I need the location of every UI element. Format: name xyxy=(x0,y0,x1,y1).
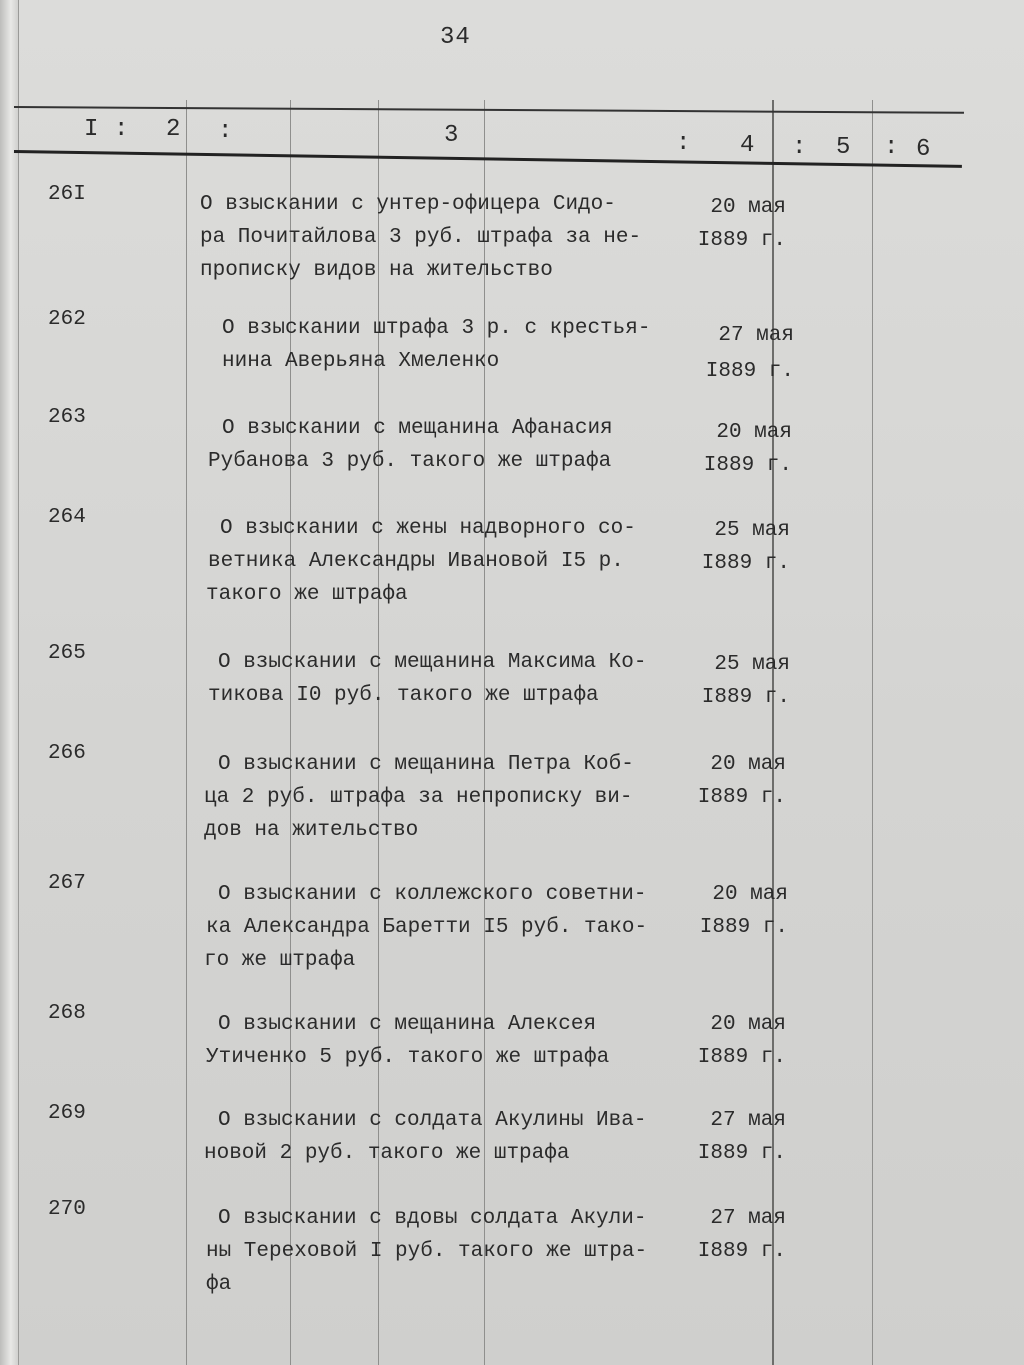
description-line: такого же штрафа xyxy=(206,583,408,606)
description-line: тикова I0 руб. такого же штрафа xyxy=(208,684,599,707)
description-line: О взыскании с жены надворного со- xyxy=(220,517,636,540)
date-day: 27 мая xyxy=(710,1207,786,1230)
date-year: I889 г. xyxy=(703,454,792,477)
description-line: го же штрафа xyxy=(204,949,356,972)
date-year: I889 г. xyxy=(697,1240,786,1263)
description-line: О взыскании штрафа 3 р. с крестья- xyxy=(222,317,651,340)
date-day: 20 мая xyxy=(716,421,792,444)
date-day: 20 мая xyxy=(712,883,788,906)
entry-date xyxy=(676,1202,786,1268)
date-day: 27 мая xyxy=(710,1109,786,1132)
date-day: 20 мая xyxy=(710,753,786,776)
entry-number: 267 xyxy=(48,872,86,895)
description-line: О взыскании с мещанина Максима Ко- xyxy=(218,651,647,674)
entry-date xyxy=(678,878,788,944)
column-separator: : xyxy=(114,116,129,143)
column-header-6: 6 xyxy=(916,136,931,163)
description-line: О взыскании с мещанина Петра Коб- xyxy=(218,753,634,776)
date-day: 27 мая xyxy=(718,324,794,347)
description-line: прописку видов на жительство xyxy=(200,259,553,282)
date-year: I889 г. xyxy=(699,916,788,939)
date-year: I889 г. xyxy=(697,786,786,809)
entry-description xyxy=(208,412,702,478)
column-header-3: 3 xyxy=(444,122,459,149)
description-line: нина Аверьяна Хмеленко xyxy=(222,350,500,373)
entry-date xyxy=(676,1008,786,1074)
date-year: I889 г. xyxy=(701,552,790,575)
date-year: I889 г. xyxy=(697,1046,786,1069)
description-line: ра Почитайлова 3 руб. штрафа за не- xyxy=(200,226,642,249)
column-separator: : xyxy=(676,130,691,157)
description-line: О взыскании с вдовы солдата Акули- xyxy=(218,1207,647,1230)
entry-number: 269 xyxy=(48,1102,86,1125)
entry-number: 265 xyxy=(48,642,86,665)
entry-description xyxy=(208,646,698,712)
description-line: ца 2 руб. штрафа за непрописку ви- xyxy=(204,786,633,809)
date-year: I889 г. xyxy=(701,686,790,709)
entry-number: 264 xyxy=(48,506,86,529)
description-line: фа xyxy=(206,1273,232,1296)
column-header-2: 2 xyxy=(166,116,181,143)
column-header-4: 4 xyxy=(740,132,755,159)
entry-number: 270 xyxy=(48,1198,86,1221)
column-header-1: I xyxy=(84,116,99,143)
column-separator: : xyxy=(884,134,899,161)
date-day: 20 мая xyxy=(710,1013,786,1036)
description-line: ны Тереховой I руб. такого же штра- xyxy=(206,1240,648,1263)
description-line: О взыскании с унтер-офицера Сидо- xyxy=(200,193,616,216)
description-line: О взыскании с мещанина Алексея xyxy=(218,1013,597,1036)
description-line: ветника Александры Ивановой I5 р. xyxy=(208,550,624,573)
description-line: Рубанова 3 руб. такого же штрафа xyxy=(208,450,612,473)
entry-date xyxy=(680,648,790,714)
entry-date xyxy=(676,191,786,257)
entry-description xyxy=(204,1104,698,1170)
entry-description xyxy=(206,512,700,611)
description-line: новой 2 руб. такого же штрафа xyxy=(204,1142,570,1165)
date-year: I889 г. xyxy=(705,360,794,383)
entry-description xyxy=(204,748,698,847)
page-number: 34 xyxy=(440,24,471,51)
entry-date xyxy=(676,748,786,814)
entry-number: 266 xyxy=(48,742,86,765)
column-separator: : xyxy=(792,134,807,161)
entry-description xyxy=(222,312,702,378)
entry-number: 268 xyxy=(48,1002,86,1025)
date-year: I889 г. xyxy=(697,1142,786,1165)
entry-description xyxy=(206,1202,698,1301)
description-line: О взыскании с коллежского советни- xyxy=(218,883,647,906)
entry-date xyxy=(676,1104,786,1170)
description-line: О взыскании с мещанина Афанасия xyxy=(222,417,613,440)
description-line: дов на жительство xyxy=(204,819,419,842)
description-line: Утиченко 5 руб. такого же штрафа xyxy=(206,1046,610,1069)
description-line: О взыскании с солдата Акулины Ива- xyxy=(218,1109,647,1132)
entry-number: 262 xyxy=(48,308,86,331)
entry-date xyxy=(682,416,792,482)
entry-description xyxy=(200,188,680,287)
description-line: ка Александра Баретти I5 руб. тако- xyxy=(206,916,648,939)
entry-description xyxy=(204,878,698,977)
entry-date xyxy=(684,318,794,390)
entry-date xyxy=(680,514,790,580)
entry-description xyxy=(206,1008,698,1074)
date-day: 20 мая xyxy=(710,196,786,219)
column-separator: : xyxy=(218,118,233,145)
date-day: 25 мая xyxy=(714,519,790,542)
date-day: 25 мая xyxy=(714,653,790,676)
entry-number: 26I xyxy=(48,183,86,206)
column-header-5: 5 xyxy=(836,134,851,161)
entry-number: 263 xyxy=(48,406,86,429)
date-year: I889 г. xyxy=(697,229,786,252)
